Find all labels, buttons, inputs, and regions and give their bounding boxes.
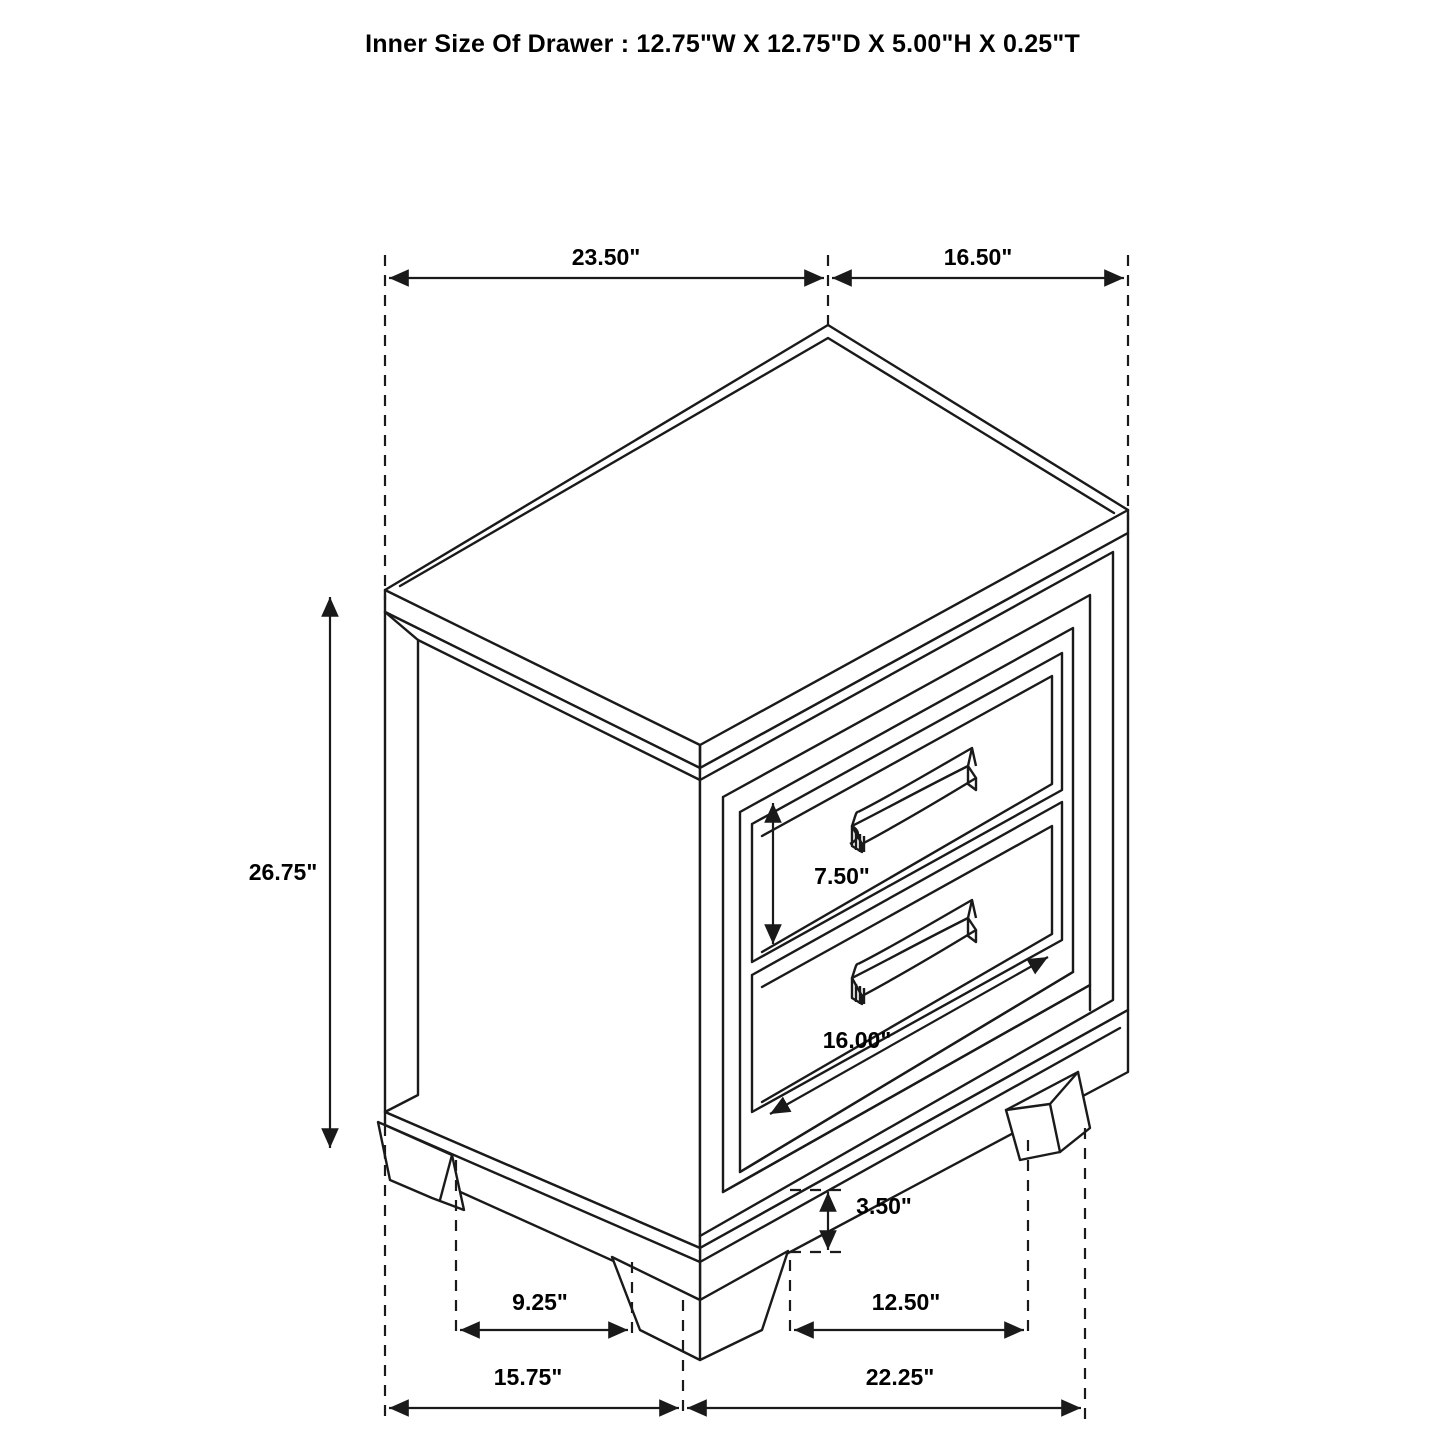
dim-top-right: 16.50" (943, 244, 1013, 270)
dim-height-overall: 26.75" (248, 859, 318, 885)
dim-leg-left-span: 9.25" (512, 1289, 568, 1315)
page-title: Inner Size Of Drawer : 12.75"W X 12.75"D X 5.00"H X 0.25"T (365, 30, 1080, 58)
dim-top-left: 23.50" (571, 244, 641, 270)
cabinet-body (378, 325, 1128, 1360)
dim-base-height: 3.50" (856, 1193, 912, 1219)
dim-leg-right-span: 12.50" (871, 1289, 941, 1315)
dim-drawer-width: 16.00" (822, 1027, 892, 1053)
dim-bottom-right: 22.25" (865, 1364, 935, 1390)
dim-drawer-height: 7.50" (814, 863, 870, 889)
dim-bottom-left: 15.75" (493, 1364, 563, 1390)
